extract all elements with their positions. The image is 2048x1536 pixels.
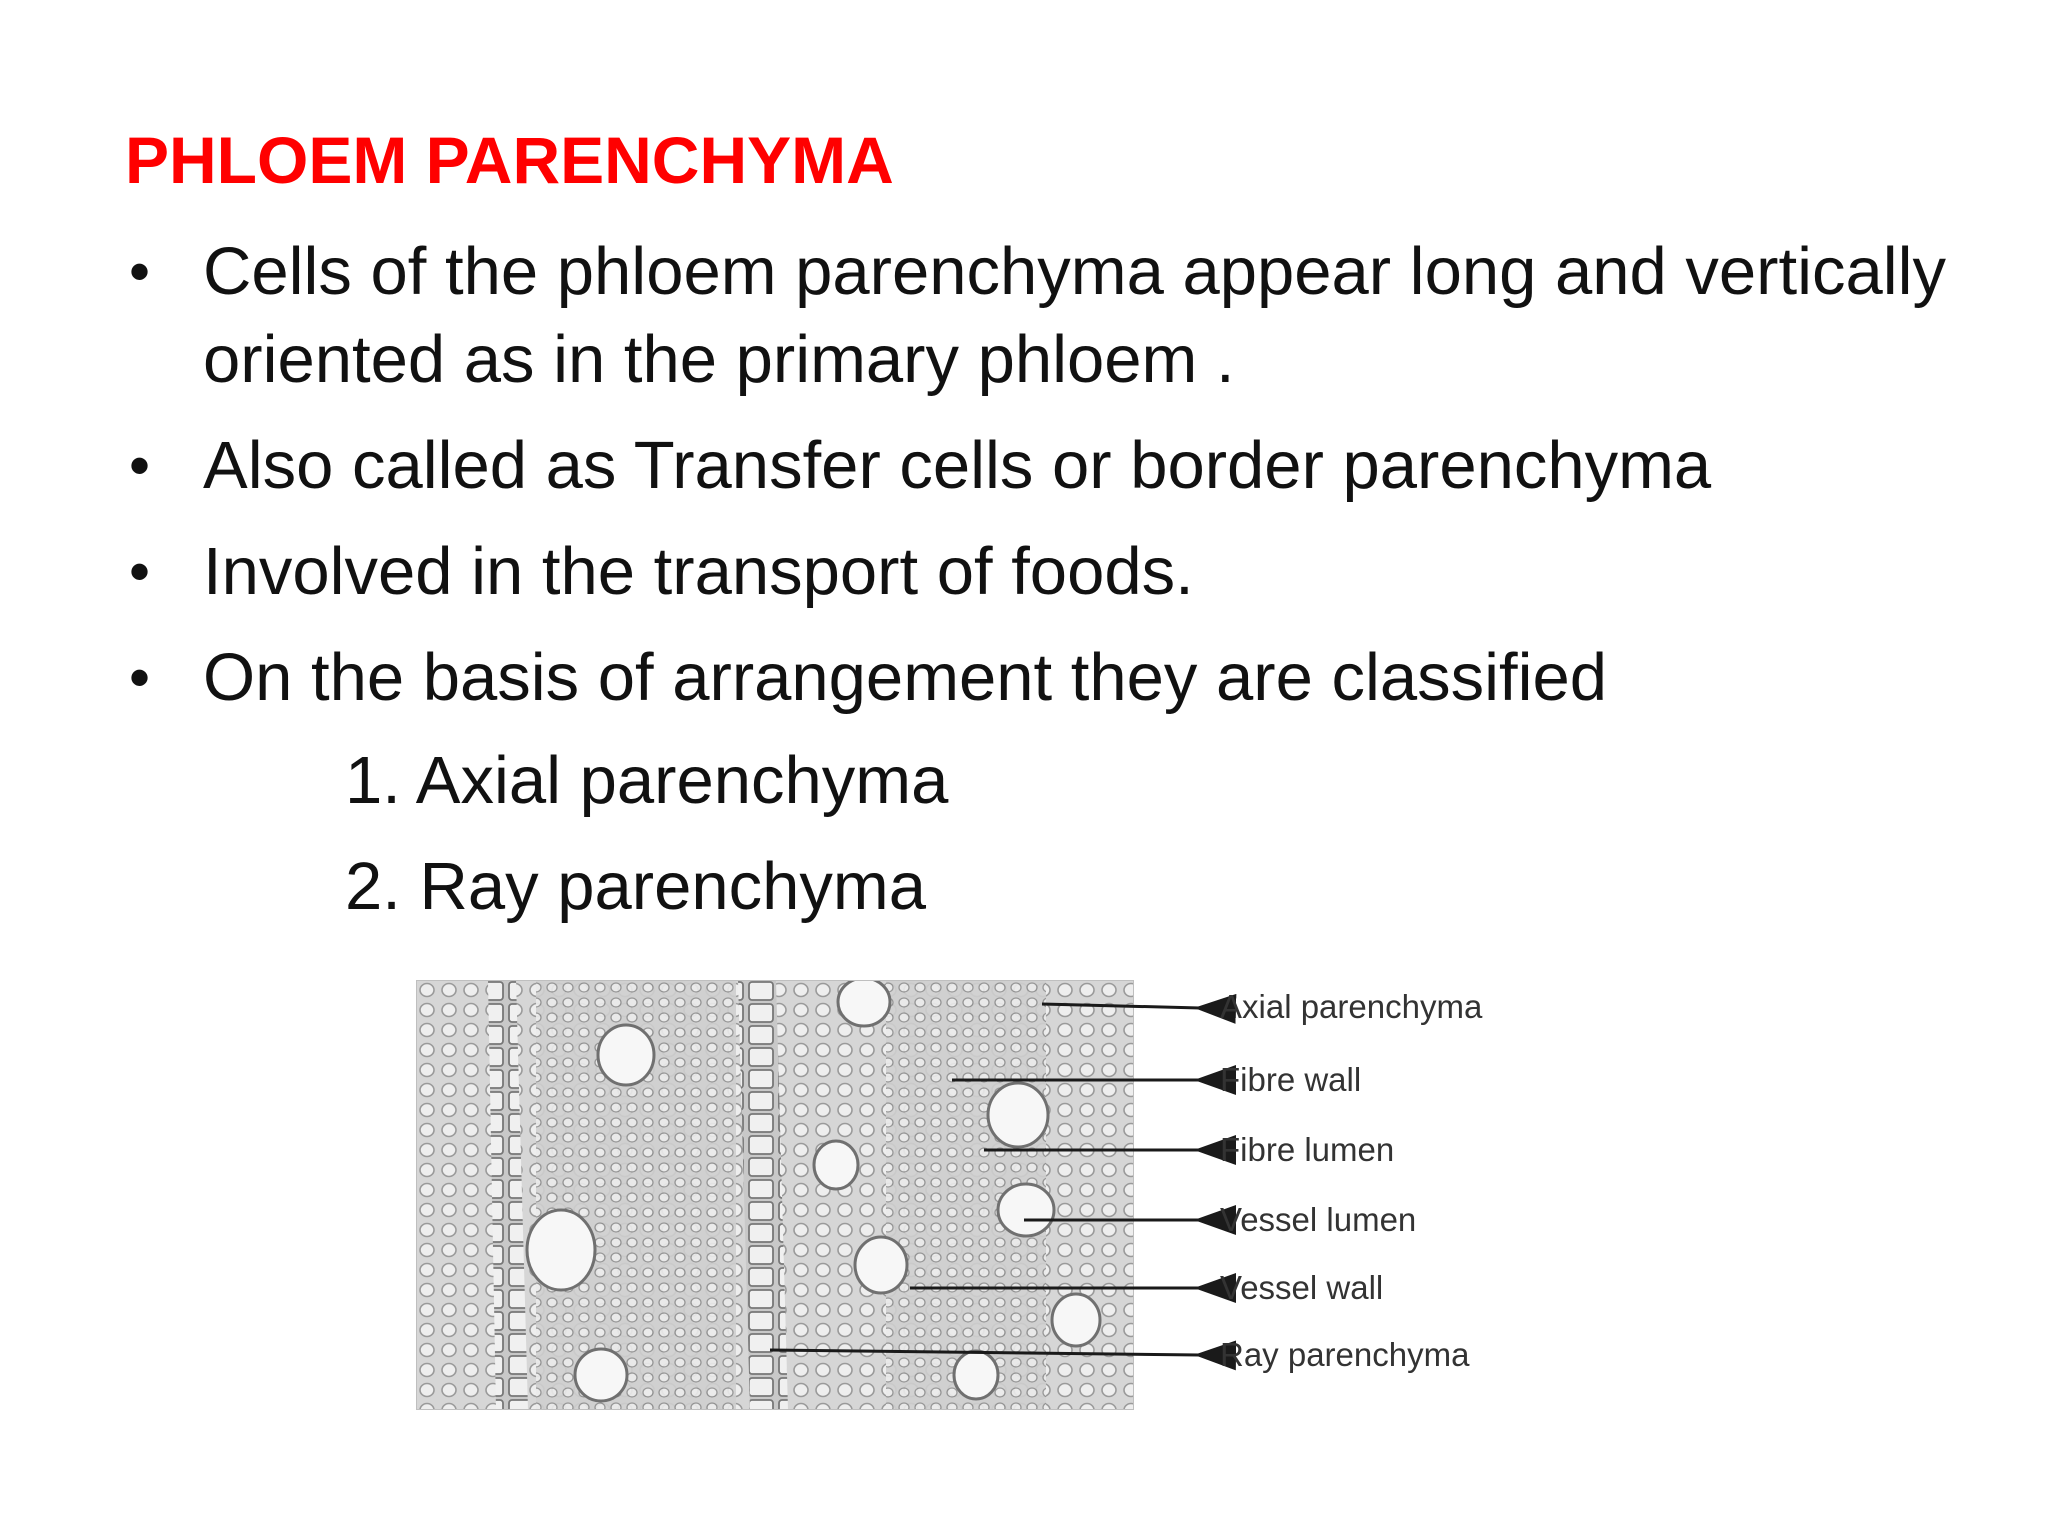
bullet-text: Involved in the transport of foods.: [203, 534, 1194, 609]
label-vessel-lumen: Vessel lumen: [1220, 1201, 1417, 1238]
phloem-micrograph: [416, 980, 1134, 1410]
bullet-text: On the basis of arrangement they are classified: [203, 640, 1608, 715]
bullet-item: [125, 528, 1985, 616]
label-fibre-wall: Fibre wall: [1220, 1061, 1362, 1098]
label-fibre-lumen: Fibre lumen: [1220, 1131, 1395, 1168]
bullet-dot-icon: •: [129, 432, 151, 499]
label-vessel-wall: Vessel wall: [1220, 1269, 1384, 1306]
sub-item-axial: 1. Axial parenchyma: [345, 743, 949, 818]
slide-title: PHLOEM PARENCHYMA: [125, 123, 894, 197]
bullet-dot-icon: •: [129, 644, 151, 711]
bullet-dot-icon: •: [129, 538, 151, 605]
bullet-text: Also called as Transfer cells or border parenchyma: [203, 428, 1712, 503]
bullet-text: Cells of the phloem parenchyma appear long and vertically oriented as in the primary phloem .: [203, 234, 1946, 397]
bullet-item: [125, 228, 1985, 404]
bullet-list: [125, 228, 1985, 740]
label-axial-parenchyma: Axial parenchyma: [1220, 988, 1483, 1025]
bullet-dot-icon: •: [129, 238, 151, 305]
bullet-item: [125, 634, 1985, 722]
bullet-item: [125, 422, 1985, 510]
label-ray-parenchyma: Ray parenchyma: [1220, 1336, 1470, 1373]
sub-item-ray: 2. Ray parenchyma: [345, 849, 926, 924]
